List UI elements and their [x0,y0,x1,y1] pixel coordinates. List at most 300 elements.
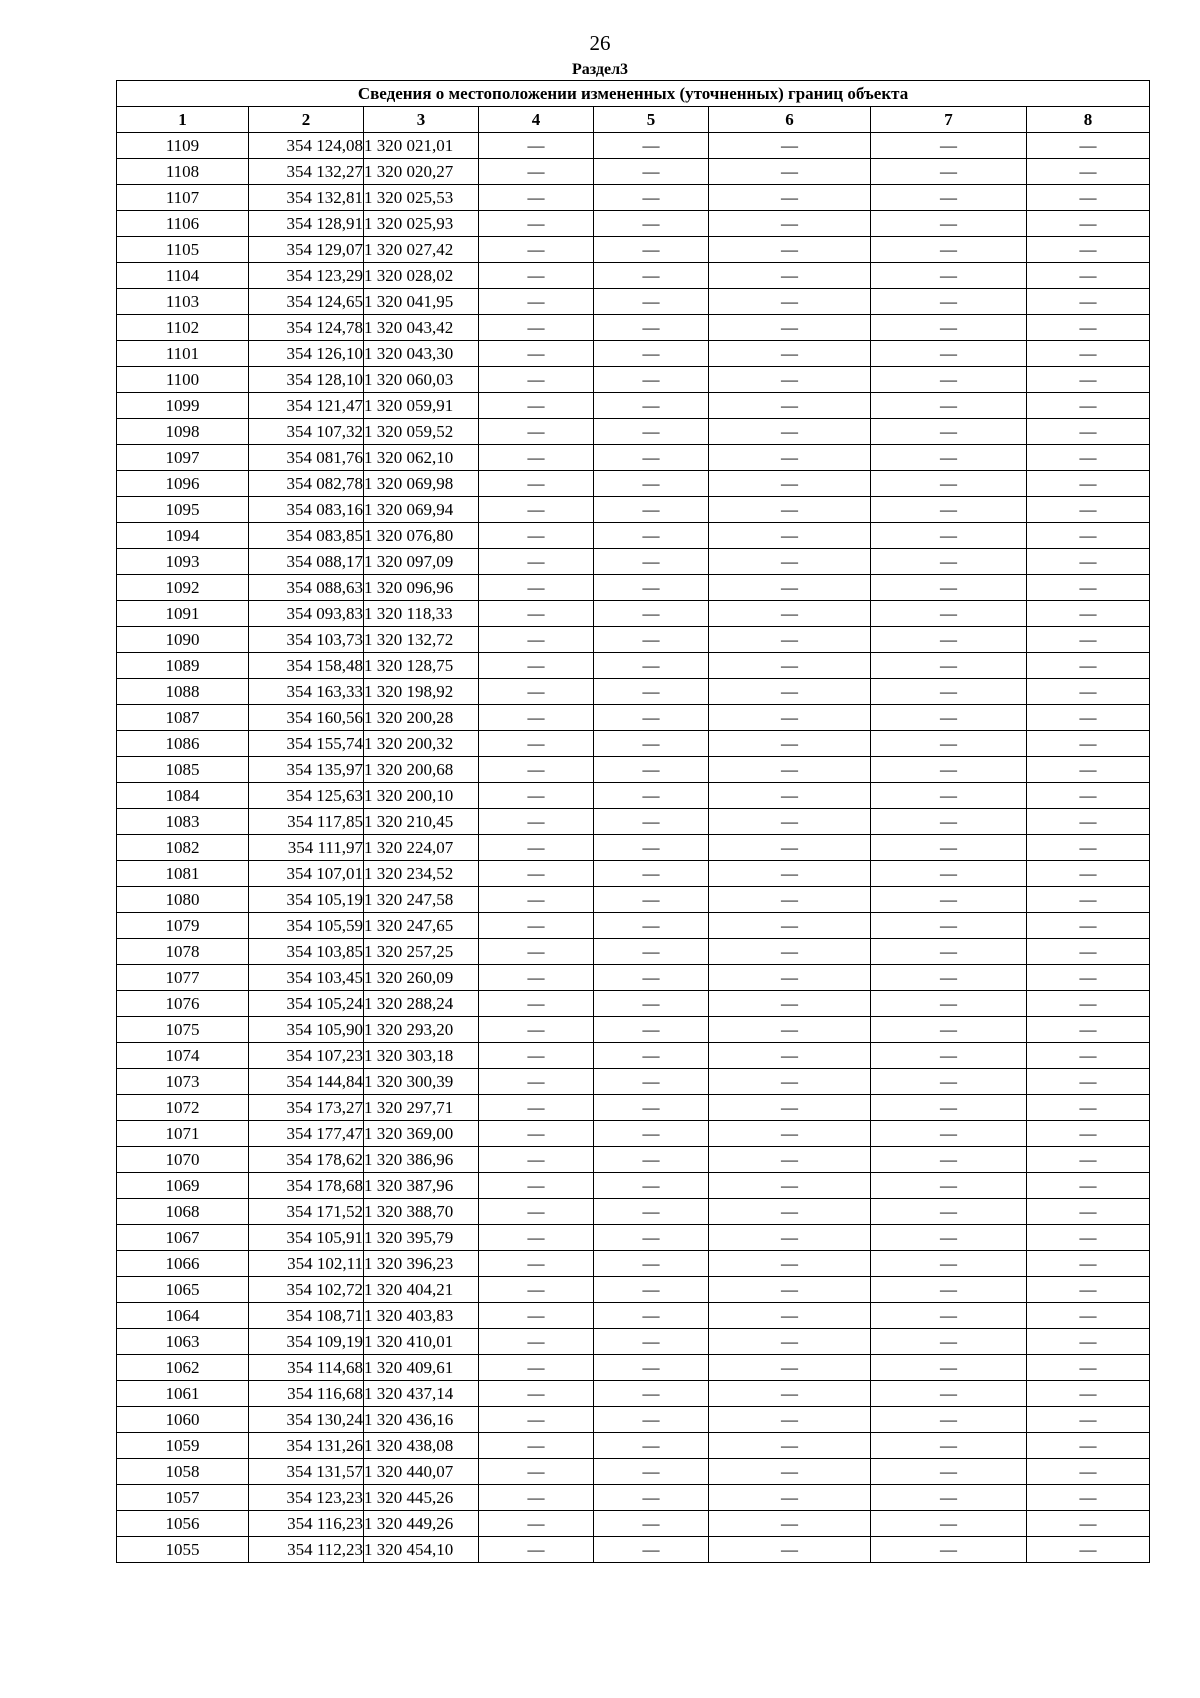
empty-mark-cell: — [1027,1511,1150,1537]
table-row [117,159,1150,185]
empty-mark-cell: — [1027,1459,1150,1485]
empty-mark-cell: — [709,913,871,939]
empty-mark-cell: — [709,1069,871,1095]
y-coordinate-cell: 1 320 224,07 [364,835,479,861]
x-coordinate-cell: 354 128,10 [249,367,364,393]
empty-mark-cell: — [871,1251,1027,1277]
y-coordinate-cell: 1 320 454,10 [364,1537,479,1563]
empty-mark-cell: — [709,731,871,757]
empty-mark-cell: — [709,1433,871,1459]
y-coordinate-cell: 1 320 437,14 [364,1381,479,1407]
point-number-cell: 1080 [117,887,249,913]
empty-mark-cell: — [594,393,709,419]
empty-mark-cell: — [1027,1251,1150,1277]
empty-mark-cell: — [479,627,594,653]
empty-mark-cell: — [594,289,709,315]
y-coordinate-cell: 1 320 069,98 [364,471,479,497]
empty-mark-cell: — [479,1017,594,1043]
table-row [117,1459,1150,1485]
empty-mark-cell: — [871,991,1027,1017]
point-number-cell: 1071 [117,1121,249,1147]
empty-mark-cell: — [594,1069,709,1095]
empty-mark-cell: — [594,1017,709,1043]
table-row [117,133,1150,159]
empty-mark-cell: — [1027,887,1150,913]
x-coordinate-cell: 354 173,27 [249,1095,364,1121]
x-coordinate-cell: 354 102,11 [249,1251,364,1277]
point-number-cell: 1100 [117,367,249,393]
empty-mark-cell: — [479,653,594,679]
empty-mark-cell: — [709,887,871,913]
point-number-cell: 1066 [117,1251,249,1277]
point-number-cell: 1067 [117,1225,249,1251]
point-number-cell: 1086 [117,731,249,757]
empty-mark-cell: — [479,575,594,601]
empty-mark-cell: — [594,1485,709,1511]
y-coordinate-cell: 1 320 436,16 [364,1407,479,1433]
point-number-cell: 1061 [117,1381,249,1407]
y-coordinate-cell: 1 320 062,10 [364,445,479,471]
empty-mark-cell: — [594,133,709,159]
empty-mark-cell: — [479,1199,594,1225]
empty-mark-cell: — [871,1043,1027,1069]
x-coordinate-cell: 354 103,85 [249,939,364,965]
column-header: 3 [364,107,479,133]
empty-mark-cell: — [479,861,594,887]
y-coordinate-cell: 1 320 440,07 [364,1459,479,1485]
point-number-cell: 1081 [117,861,249,887]
table-row [117,913,1150,939]
x-coordinate-cell: 354 178,68 [249,1173,364,1199]
x-coordinate-cell: 354 109,19 [249,1329,364,1355]
empty-mark-cell: — [479,1173,594,1199]
empty-mark-cell: — [479,887,594,913]
empty-mark-cell: — [594,679,709,705]
empty-mark-cell: — [479,965,594,991]
y-coordinate-cell: 1 320 387,96 [364,1173,479,1199]
table-row [117,471,1150,497]
empty-mark-cell: — [479,211,594,237]
empty-mark-cell: — [479,1277,594,1303]
column-header: 4 [479,107,594,133]
empty-mark-cell: — [479,315,594,341]
y-coordinate-cell: 1 320 028,02 [364,263,479,289]
x-coordinate-cell: 354 103,73 [249,627,364,653]
point-number-cell: 1083 [117,809,249,835]
x-coordinate-cell: 354 121,47 [249,393,364,419]
empty-mark-cell: — [709,237,871,263]
empty-mark-cell: — [709,1381,871,1407]
empty-mark-cell: — [1027,1069,1150,1095]
empty-mark-cell: — [871,1225,1027,1251]
x-coordinate-cell: 354 132,81 [249,185,364,211]
empty-mark-cell: — [479,159,594,185]
column-header: 5 [594,107,709,133]
point-number-cell: 1082 [117,835,249,861]
empty-mark-cell: — [594,185,709,211]
y-coordinate-cell: 1 320 118,33 [364,601,479,627]
table-row [117,445,1150,471]
point-number-cell: 1093 [117,549,249,575]
page-number: 26 [589,31,611,55]
y-coordinate-cell: 1 320 388,70 [364,1199,479,1225]
x-coordinate-cell: 354 163,33 [249,679,364,705]
table-row [117,211,1150,237]
column-header: 2 [249,107,364,133]
empty-mark-cell: — [871,1303,1027,1329]
empty-mark-cell: — [479,237,594,263]
empty-mark-cell: — [871,939,1027,965]
empty-mark-cell: — [479,549,594,575]
point-number-cell: 1102 [117,315,249,341]
table-row [117,965,1150,991]
empty-mark-cell: — [594,419,709,445]
x-coordinate-cell: 354 131,57 [249,1459,364,1485]
table-row [117,705,1150,731]
empty-mark-cell: — [871,1199,1027,1225]
empty-mark-cell: — [479,913,594,939]
empty-mark-cell: — [709,835,871,861]
point-number-cell: 1105 [117,237,249,263]
empty-mark-cell: — [709,1511,871,1537]
empty-mark-cell: — [1027,133,1150,159]
x-coordinate-cell: 354 083,85 [249,523,364,549]
x-coordinate-cell: 354 117,85 [249,809,364,835]
empty-mark-cell: — [479,523,594,549]
empty-mark-cell: — [871,1381,1027,1407]
point-number-cell: 1072 [117,1095,249,1121]
table-row [117,601,1150,627]
empty-mark-cell: — [709,185,871,211]
point-number-cell: 1091 [117,601,249,627]
empty-mark-cell: — [594,939,709,965]
empty-mark-cell: — [1027,1329,1150,1355]
empty-mark-cell: — [594,705,709,731]
empty-mark-cell: — [871,1537,1027,1563]
table-row [117,1225,1150,1251]
empty-mark-cell: — [871,861,1027,887]
empty-mark-cell: — [871,237,1027,263]
empty-mark-cell: — [479,263,594,289]
empty-mark-cell: — [1027,445,1150,471]
empty-mark-cell: — [871,835,1027,861]
empty-mark-cell: — [479,1355,594,1381]
empty-mark-cell: — [1027,1407,1150,1433]
point-number-cell: 1107 [117,185,249,211]
y-coordinate-cell: 1 320 059,91 [364,393,479,419]
empty-mark-cell: — [594,1329,709,1355]
table-row [117,549,1150,575]
empty-mark-cell: — [709,133,871,159]
y-coordinate-cell: 1 320 200,32 [364,731,479,757]
point-number-cell: 1060 [117,1407,249,1433]
x-coordinate-cell: 354 105,24 [249,991,364,1017]
empty-mark-cell: — [594,913,709,939]
point-number-cell: 1097 [117,445,249,471]
empty-mark-cell: — [479,731,594,757]
x-coordinate-cell: 354 116,68 [249,1381,364,1407]
empty-mark-cell: — [709,783,871,809]
empty-mark-cell: — [594,1043,709,1069]
empty-mark-cell: — [1027,1537,1150,1563]
x-coordinate-cell: 354 103,45 [249,965,364,991]
empty-mark-cell: — [871,1511,1027,1537]
point-number-cell: 1088 [117,679,249,705]
empty-mark-cell: — [709,263,871,289]
empty-mark-cell: — [871,627,1027,653]
table-row [117,497,1150,523]
empty-mark-cell: — [709,1225,871,1251]
point-number-cell: 1099 [117,393,249,419]
y-coordinate-cell: 1 320 409,61 [364,1355,479,1381]
empty-mark-cell: — [709,419,871,445]
x-coordinate-cell: 354 160,56 [249,705,364,731]
empty-mark-cell: — [871,679,1027,705]
empty-mark-cell: — [871,1095,1027,1121]
point-number-cell: 1109 [117,133,249,159]
empty-mark-cell: — [1027,1121,1150,1147]
empty-mark-cell: — [1027,289,1150,315]
empty-mark-cell: — [709,575,871,601]
empty-mark-cell: — [479,471,594,497]
empty-mark-cell: — [594,471,709,497]
empty-mark-cell: — [871,367,1027,393]
column-header: 7 [871,107,1027,133]
x-coordinate-cell: 354 124,08 [249,133,364,159]
x-coordinate-cell: 354 135,97 [249,757,364,783]
point-number-cell: 1055 [117,1537,249,1563]
empty-mark-cell: — [479,1251,594,1277]
empty-mark-cell: — [1027,731,1150,757]
y-coordinate-cell: 1 320 059,52 [364,419,479,445]
table-row [117,1173,1150,1199]
empty-mark-cell: — [594,887,709,913]
empty-mark-cell: — [479,991,594,1017]
point-number-cell: 1065 [117,1277,249,1303]
y-coordinate-cell: 1 320 396,23 [364,1251,479,1277]
empty-mark-cell: — [709,1173,871,1199]
table-row [117,809,1150,835]
empty-mark-cell: — [709,367,871,393]
empty-mark-cell: — [871,1069,1027,1095]
empty-mark-cell: — [709,627,871,653]
point-number-cell: 1062 [117,1355,249,1381]
x-coordinate-cell: 354 124,65 [249,289,364,315]
empty-mark-cell: — [871,653,1027,679]
point-number-cell: 1108 [117,159,249,185]
empty-mark-cell: — [1027,185,1150,211]
point-number-cell: 1079 [117,913,249,939]
empty-mark-cell: — [1027,211,1150,237]
empty-mark-cell: — [594,835,709,861]
section-label: Раздел3 [571,61,629,78]
table-row [117,367,1150,393]
table-row [117,1329,1150,1355]
empty-mark-cell: — [594,1225,709,1251]
empty-mark-cell: — [709,471,871,497]
y-coordinate-cell: 1 320 247,65 [364,913,479,939]
empty-mark-cell: — [479,1303,594,1329]
empty-mark-cell: — [594,731,709,757]
column-header-row [117,107,1150,133]
y-coordinate-cell: 1 320 025,53 [364,185,479,211]
empty-mark-cell: — [871,1355,1027,1381]
empty-mark-cell: — [871,393,1027,419]
point-number-cell: 1094 [117,523,249,549]
point-number-cell: 1096 [117,471,249,497]
x-coordinate-cell: 354 128,91 [249,211,364,237]
empty-mark-cell: — [709,861,871,887]
empty-mark-cell: — [594,445,709,471]
empty-mark-cell: — [709,523,871,549]
table-row [117,679,1150,705]
y-coordinate-cell: 1 320 386,96 [364,1147,479,1173]
empty-mark-cell: — [871,1277,1027,1303]
empty-mark-cell: — [479,419,594,445]
x-coordinate-cell: 354 123,23 [249,1485,364,1511]
empty-mark-cell: — [594,1459,709,1485]
table-row [117,1303,1150,1329]
point-number-cell: 1069 [117,1173,249,1199]
y-coordinate-cell: 1 320 410,01 [364,1329,479,1355]
empty-mark-cell: — [1027,1095,1150,1121]
y-coordinate-cell: 1 320 128,75 [364,653,479,679]
empty-mark-cell: — [709,965,871,991]
empty-mark-cell: — [871,445,1027,471]
point-number-cell: 1090 [117,627,249,653]
empty-mark-cell: — [709,1329,871,1355]
column-header: 8 [1027,107,1150,133]
point-number-cell: 1106 [117,211,249,237]
empty-mark-cell: — [479,1433,594,1459]
empty-mark-cell: — [1027,419,1150,445]
empty-mark-cell: — [871,1459,1027,1485]
table-row [117,1147,1150,1173]
empty-mark-cell: — [1027,497,1150,523]
empty-mark-cell: — [1027,861,1150,887]
empty-mark-cell: — [871,185,1027,211]
empty-mark-cell: — [871,419,1027,445]
empty-mark-cell: — [479,783,594,809]
empty-mark-cell: — [594,1511,709,1537]
empty-mark-cell: — [1027,1277,1150,1303]
empty-mark-cell: — [1027,1017,1150,1043]
empty-mark-cell: — [1027,393,1150,419]
point-number-cell: 1077 [117,965,249,991]
empty-mark-cell: — [871,731,1027,757]
empty-mark-cell: — [709,1147,871,1173]
table-row [117,1511,1150,1537]
empty-mark-cell: — [594,341,709,367]
table-row [117,341,1150,367]
point-number-cell: 1087 [117,705,249,731]
empty-mark-cell: — [871,1147,1027,1173]
empty-mark-cell: — [594,367,709,393]
empty-mark-cell: — [709,341,871,367]
point-number-cell: 1057 [117,1485,249,1511]
x-coordinate-cell: 354 158,48 [249,653,364,679]
empty-mark-cell: — [871,783,1027,809]
table-row [117,1043,1150,1069]
table-row [117,575,1150,601]
y-coordinate-cell: 1 320 260,09 [364,965,479,991]
table-row [117,1277,1150,1303]
empty-mark-cell: — [1027,1303,1150,1329]
y-coordinate-cell: 1 320 297,71 [364,1095,479,1121]
y-coordinate-cell: 1 320 027,42 [364,237,479,263]
empty-mark-cell: — [594,1303,709,1329]
empty-mark-cell: — [871,1433,1027,1459]
empty-mark-cell: — [709,679,871,705]
empty-mark-cell: — [1027,1173,1150,1199]
empty-mark-cell: — [709,549,871,575]
x-coordinate-cell: 354 171,52 [249,1199,364,1225]
empty-mark-cell: — [1027,159,1150,185]
table-row [117,185,1150,211]
empty-mark-cell: — [871,211,1027,237]
table-row [117,1433,1150,1459]
y-coordinate-cell: 1 320 210,45 [364,809,479,835]
empty-mark-cell: — [479,835,594,861]
empty-mark-cell: — [594,575,709,601]
empty-mark-cell: — [479,601,594,627]
empty-mark-cell: — [709,1199,871,1225]
empty-mark-cell: — [871,809,1027,835]
empty-mark-cell: — [871,289,1027,315]
empty-mark-cell: — [709,211,871,237]
empty-mark-cell: — [871,1329,1027,1355]
table-row [117,1017,1150,1043]
empty-mark-cell: — [594,653,709,679]
empty-mark-cell: — [709,653,871,679]
empty-mark-cell: — [479,757,594,783]
x-coordinate-cell: 354 108,71 [249,1303,364,1329]
y-coordinate-cell: 1 320 043,42 [364,315,479,341]
empty-mark-cell: — [594,1173,709,1199]
y-coordinate-cell: 1 320 293,20 [364,1017,479,1043]
y-coordinate-cell: 1 320 198,92 [364,679,479,705]
empty-mark-cell: — [479,809,594,835]
empty-mark-cell: — [1027,1147,1150,1173]
empty-mark-cell: — [709,705,871,731]
x-coordinate-cell: 354 083,16 [249,497,364,523]
y-coordinate-cell: 1 320 069,94 [364,497,479,523]
y-coordinate-cell: 1 320 076,80 [364,523,479,549]
x-coordinate-cell: 354 105,91 [249,1225,364,1251]
table-row [117,1355,1150,1381]
empty-mark-cell: — [1027,575,1150,601]
empty-mark-cell: — [1027,1225,1150,1251]
empty-mark-cell: — [594,1381,709,1407]
y-coordinate-cell: 1 320 369,00 [364,1121,479,1147]
empty-mark-cell: — [1027,1355,1150,1381]
empty-mark-cell: — [479,445,594,471]
table-title: Сведения о местоположении измененных (уточненных) границ объекта [117,81,1150,107]
y-coordinate-cell: 1 320 300,39 [364,1069,479,1095]
empty-mark-cell: — [1027,757,1150,783]
point-number-cell: 1070 [117,1147,249,1173]
empty-mark-cell: — [1027,965,1150,991]
empty-mark-cell: — [709,497,871,523]
empty-mark-cell: — [871,913,1027,939]
empty-mark-cell: — [1027,1433,1150,1459]
table-row [117,315,1150,341]
empty-mark-cell: — [594,1277,709,1303]
empty-mark-cell: — [1027,991,1150,1017]
y-coordinate-cell: 1 320 449,26 [364,1511,479,1537]
point-number-cell: 1103 [117,289,249,315]
empty-mark-cell: — [479,133,594,159]
